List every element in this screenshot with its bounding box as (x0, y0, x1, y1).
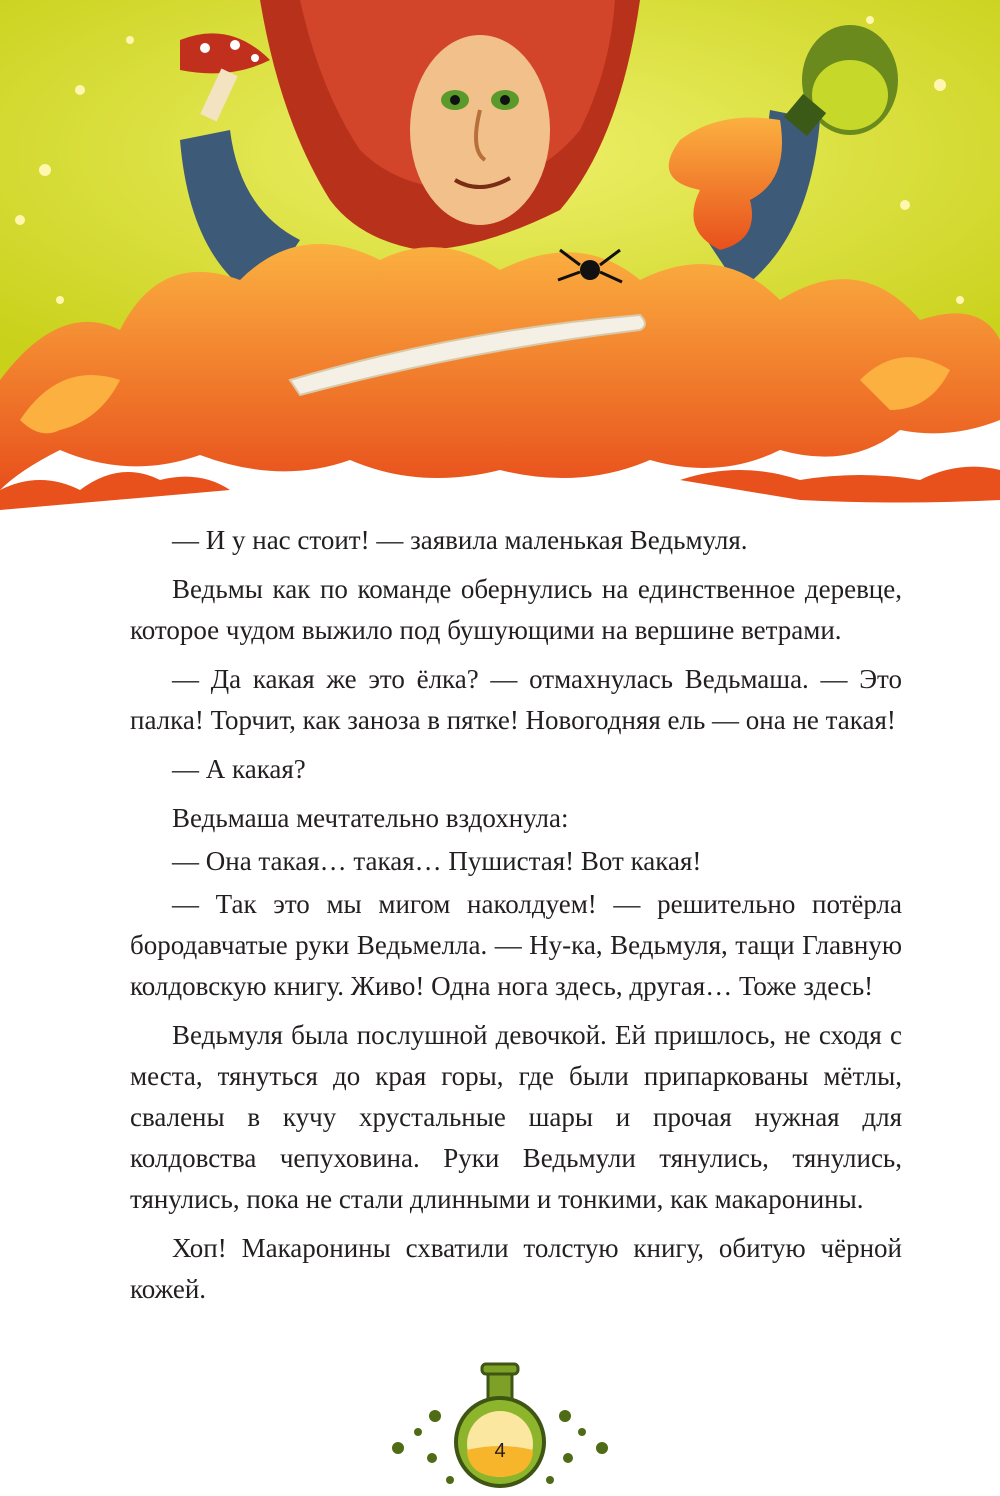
page-number: 4 (494, 1440, 506, 1462)
paragraph-3: — Да какая же это ёлка? — отмахнулась Ведьмаша. — Это палка! Торчит, как заноза в пятке! Новогодняя ель — она не такая! (130, 664, 902, 735)
paragraph-4: — А какая? (172, 754, 306, 784)
story-text (130, 520, 902, 1310)
witch-cauldron-illustration (0, 0, 1000, 510)
paragraph-9: Хоп! Макаронины схватили толстую книгу, обитую чёрной кожей. (130, 1233, 902, 1304)
paragraph-2: Ведьмы как по команде обернулись на единственное деревце, которое чудом выжило под бушующими на вершине ветрами. (130, 574, 902, 645)
paragraph-5: Ведьмаша мечтательно вздохнула: (172, 803, 569, 833)
header-illustration (0, 0, 1000, 510)
page-number-ornament (380, 1360, 620, 1490)
flask-icon (380, 1360, 620, 1490)
paragraph-8: Ведьмуля была послушной девочкой. Ей пришлось, не сходя с места, тянуться до края горы, где были припаркованы мётлы, свалены в кучу хрустальные шары и прочая нужная для колдовства чепуховина. Руки Ведьмули тянулись, тянулись, тянулись, пока не стали длинными и тонкими, как макаронины. (130, 1020, 902, 1214)
paragraph-6: — Она такая… такая… Пушистая! Вот какая! (172, 846, 702, 876)
paragraph-1: — И у нас стоит! — заявила маленькая Ведьмуля. (172, 525, 748, 555)
paragraph-7: — Так это мы мигом наколдуем! — решительно потёрла бородавчатые руки Ведьмелла. — Ну-ка, Ведьмуля, тащи Главную колдовскую книгу. Живо! Одна нога здесь, другая… Тоже здесь! (130, 889, 902, 1001)
